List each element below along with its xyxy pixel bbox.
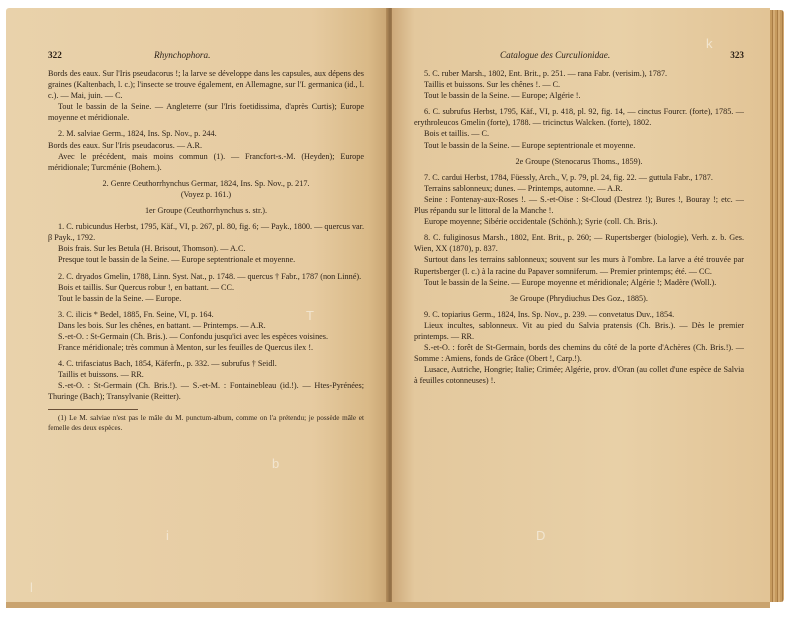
species-entry: 2. C. dryados Gmelin, 1788, Linn. Syst. Nat., p. 1748. — quercus † Fabr., 1787 (non Linné). xyxy=(58,271,362,281)
paragraph: Bois frais. Sur les Betula (H. Brisout, Thomson). — A.C. xyxy=(58,244,246,254)
watermark-letter: i xyxy=(166,528,169,543)
paragraph: Tout le bassin de la Seine. — Europe; Algérie !. xyxy=(424,91,581,101)
right-running-title: Catalogue des Curculionidae. xyxy=(500,50,611,60)
species-entry: 8. C. fuliginosus Marsh., 1802, Ent. Brit., p. 260; — Rupertsberger (biologie), Verh. z. b. Ges. Wien, XX (1870), p. 837. xyxy=(414,233,744,254)
species-entry: 6. C. subrufus Herbst, 1795, Käf., VI, p. 418, pl. 92, fig. 14, — cinctus Fourcr. (forte), 1785. — erythroleucos Gmelin (forte), 1788. — tricinctus Walcken. (forte), 1802. xyxy=(414,107,744,128)
page-block-bottom xyxy=(6,602,770,608)
species-entry: 1. C. rubicundus Herbst, 1795, Käf., VI, p. 267, pl. 80, fig. 6; — Payk., 1800. — quercus var. β Payk., 1792. xyxy=(48,222,364,243)
paragraph: Taillis et buissons. — RR. xyxy=(58,370,144,380)
paragraph: Tout le bassin de la Seine. — Angleterre (sur l'Iris foetidissima, d'après Curtis); Europe moyenne et méridionale. xyxy=(48,102,364,123)
paragraph: Bords des eaux. Sur l'Iris pseudacorus !; la larve se développe dans les capsules, aux dépens des graines (Kaltenbach, l. c.); l'insecte se trouve également, en Allemagne, sur l'I. germanica (id., l. c.). — Mai, juin. — C. xyxy=(48,69,364,101)
species-entry: 3. C. ilicis * Bedel, 1885, Fn. Seine, VI, p. 164. xyxy=(58,309,214,319)
paragraph: Avec le précédent, mais moins commun (1). — Francfort-s.-M. (Heyden); Europe méridionale; Turcménie (Bohem.). xyxy=(48,151,364,172)
species-entry: 7. C. cardui Herbst, 1784, Füessly, Arch., V, p. 79, pl. 24, fig. 22. — guttula Fabr., 1787. xyxy=(424,172,713,182)
footnote: (1) Le M. salviae n'est pas le mâle du M. punctum-album, comme on l'a prétendu; je possède mâle et femelle des deux espèces. xyxy=(48,413,364,432)
paragraph: Presque tout le bassin de la Seine. — Europe septentrionale et moyenne. xyxy=(58,255,296,265)
left-page-body xyxy=(48,68,364,433)
paragraph: Surtout dans les terrains sablonneux; souvent sur les murs à l'ombre. La larve a été trouvée par Rupertsberger (l. c.) à la racine du Papaver somniferum. — Premier printemps; été. — CC. xyxy=(414,255,744,276)
right-page-body xyxy=(414,68,744,386)
right-page xyxy=(392,8,770,604)
watermark-letter: T xyxy=(306,308,314,323)
left-page xyxy=(6,8,388,604)
right-page-number: 323 xyxy=(730,50,744,60)
left-running-title: Rhynchophora. xyxy=(154,50,211,60)
paragraph: Bois et taillis. — C. xyxy=(424,129,490,139)
paragraph: Tout le bassin de la Seine. — Europe. xyxy=(58,293,182,303)
paragraph: Terrains sablonneux; dunes. — Printemps, automne. — A.R. xyxy=(424,183,623,193)
group-heading: 1er Groupe (Ceuthorrhynchus s. str.). xyxy=(144,206,268,216)
group-heading: 2e Groupe (Stenocarus Thoms., 1859). xyxy=(515,156,643,166)
species-entry: 2. M. salviae Germ., 1824, Ins. Sp. Nov., p. 244. xyxy=(58,129,217,139)
footnote-divider xyxy=(48,409,138,410)
genus-reference: (Voyez p. 161.) xyxy=(180,189,232,199)
watermark-letter: b xyxy=(272,456,280,471)
paragraph: Lusace, Autriche, Hongrie; Italie; Crimée; Algérie, prov. d'Oran (au collet d'une espèce de Salvia à feuilles cotonneuses) !. xyxy=(414,365,744,386)
paragraph: Lieux incultes, sablonneux. Vit au pied du Salvia pratensis (Ch. Bris.). — Dès le premier printemps. — RR. xyxy=(414,320,744,341)
species-entry: 9. C. topiarius Germ., 1824, Ins. Sp. Nov., p. 239. — convetatus Duv., 1854. xyxy=(424,309,675,319)
left-page-number: 322 xyxy=(48,50,62,60)
paragraph: Bords des eaux. Sur l'Iris pseudacorus. — A.R. xyxy=(48,140,203,150)
species-entry: 5. C. ruber Marsh., 1802, Ent. Brit., p. 251. — rana Fabr. (verisim.), 1787. xyxy=(424,69,668,78)
species-entry: 4. C. trifasciatus Bach, 1854, Käferfn., p. 332. — subrufus † Seidl. xyxy=(58,359,277,369)
watermark-letter: k xyxy=(706,36,713,51)
paragraph: Tout le bassin de la Seine. — Europe moyenne et méridionale; Algérie !; Madère (Woll.). xyxy=(424,277,717,287)
book-spread xyxy=(6,8,784,608)
paragraph: S.-et-O. : St-Germain (Ch. Bris.). — Confondu jusqu'ici avec les espèces voisines. xyxy=(58,331,329,341)
paragraph: Tout le bassin de la Seine. — Europe septentrionale et moyenne. xyxy=(424,140,636,150)
paragraph: S.-et-O. : St-Germain (Ch. Bris.!). — S.-et-M. : Fontainebleau (id.!). — Htes-Pyrénées; Thuringe (Bach); Transylvanie (Reitter). xyxy=(48,381,364,402)
paragraph: S.-et-O. : forêt de St-Germain, bords des chemins du côté de la porte d'Achères (Ch. Bris.!). — Somme : Amiens, fonds de Grâce (Obert !, Carp.!). xyxy=(414,343,744,364)
genus-heading: 2. Genre Ceuthorrhynchus Germar, 1824, Ins. Sp. Nov., p. 217. xyxy=(102,178,310,188)
paragraph: Seine : Fontenay-aux-Roses !. — S.-et-Oise : St-Cloud (Destrez !); Bures !, Bouray !; etc. — Plus répandu sur le littoral de la Manche !. xyxy=(414,194,744,216)
watermark-letter: l xyxy=(30,580,33,595)
paragraph: Europe moyenne; Sibérie occidentale (Schönh.); Syrie (coll. Ch. Bris.). xyxy=(424,217,658,227)
paragraph: Bois et taillis. Sur Quercus robur !, en battant. — CC. xyxy=(58,282,235,292)
paragraph: Taillis et buissons. Sur les chênes !. — C. xyxy=(424,80,561,90)
paragraph: France méridionale; très commun à Menton, sur les feuilles de Quercus ilex !. xyxy=(58,343,314,353)
page-block-edge xyxy=(770,10,784,602)
group-heading: 3e Groupe (Phrydiuchus Des Goz., 1885). xyxy=(510,293,648,303)
paragraph: Dans les bois. Sur les chênes, en battant. — Printemps. — A.R. xyxy=(58,320,266,330)
watermark-letter: D xyxy=(536,528,546,543)
